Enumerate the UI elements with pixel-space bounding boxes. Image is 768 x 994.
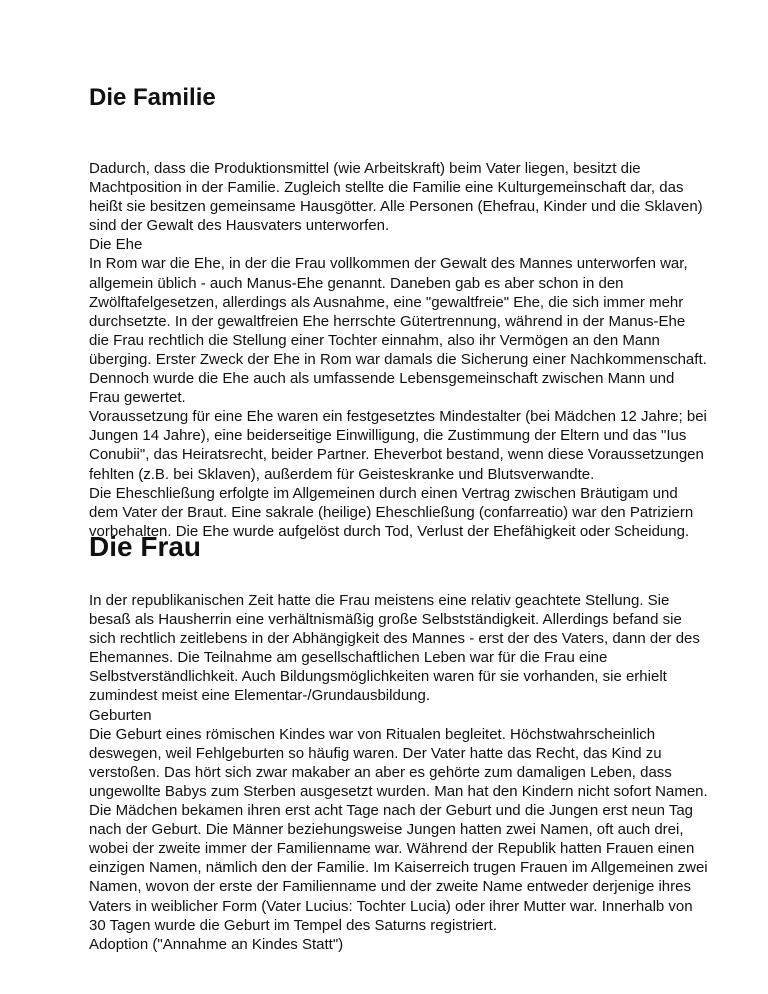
paragraph: Die Geburt eines römischen Kindes war von Ritualen begleitet. Höchstwahrscheinlich deswegen, weil Fehlgeburten so häufig waren. Der Vater hatte das Recht, das Kind zu verstoßen. Das hört sich zwar makaber an aber es gehörte zum damaligen Leben, dass ungewollte Babys zum Sterben ausgesetzt wurden. Man hat den Kindern nicht sofort Namen. Die Mädchen bekamen ihren erst acht Tage nach der Geburt und die Jungen erst neun Tag nach der Geburt. Die Männer beziehungsweise Jungen hatten zwei Namen, oft auch drei, wobei der zweite immer der Familienname war. Während der Republik hatten Frauen einen einzigen Namen, nämlich den der Familie. Im Kaiserreich trugen Frauen im Allgemeinen zwei Namen, wovon der erste der Familienname und der zweite Name entweder derjenige ihres Vaters in weiblicher Form (Vater Lucius: Tochter Lucia) oder ihrer Mutter war. Innerhalb von 30 Tagen wurde die Geburt im Tempel des Saturns registriert. bbox=[89, 725, 708, 934]
section-body-frau bbox=[89, 591, 709, 954]
paragraph: Dadurch, dass die Produktionsmittel (wie Arbeitskraft) beim Vater liegen, besitzt die Machtposition in der Familie. Zugleich stellte die Familie eine Kulturgemeinschaft dar, das heißt sie besitzen gemeinsame Hausgötter. Alle Personen (Ehefrau, Kinder und die Sklaven) sind der Gewalt des Hausvaters unterworfen. bbox=[89, 160, 703, 235]
section-heading-frau: Die Frau bbox=[89, 531, 202, 562]
section-heading-familie: Die Familie bbox=[89, 84, 216, 111]
subheading-adoption: Adoption ("Annahme an Kindes Statt") bbox=[89, 935, 344, 953]
paragraph: Die Eheschließung erfolgte im Allgemeinen durch einen Vertrag zwischen Bräutigam und dem Vater der Braut. Eine sakrale (heilige) Eheschließung (confarreatio) war den Patriziern vorbehalten. Die Ehe wurde aufgelöst durch Tod, Verlust der Ehefähigkeit oder Scheidung. bbox=[89, 484, 694, 540]
subheading-geburten: Geburten bbox=[89, 706, 152, 724]
subheading-die-ehe: Die Ehe bbox=[89, 236, 143, 254]
paragraph: Voraussetzung für eine Ehe waren ein festgesetztes Mindestalter (bei Mädchen 12 Jahre; bei Jungen 14 Jahre), eine beiderseitige Einwilligung, die Zustimmung der Eltern und das "Ius Conubii", das Heiratsrecht, beider Partner. Eheverbot bestand, wenn diese Voraussetzungen fehlten (z.B. bei Sklaven), außerdem für Geisteskranke und Blutsverwandte. bbox=[89, 408, 707, 483]
section-body-familie bbox=[89, 159, 709, 541]
paragraph: In der republikanischen Zeit hatte die Frau meistens eine relativ geachtete Stellung. Sie besaß als Hausherrin eine verhältnismäßig große Selbstständigkeit. Allerdings befand sie sich rechtlich zeitlebens in der Abhängigkeit des Mannes - erst der des Vaters, dann der des Ehemannes. Die Teilnahme am gesellschaftlichen Leben war für die Frau eine Selbstverständlichkeit. Auch Bildungsmöglichkeiten waren für sie vorhanden, sie erhielt zumindest meist eine Elementar-/Grundausbildung. bbox=[89, 592, 700, 705]
paragraph: In Rom war die Ehe, in der die Frau vollkommen der Gewalt des Mannes unterworfen war, allgemein üblich - auch Manus-Ehe genannt. Daneben gab es aber schon in den Zwölftafelgesetzen, allerdings als Ausnahme, eine "gewaltfreie" Ehe, die sich immer mehr durchsetzte. In der gewaltfreien Ehe herrschte Gütertrennung, während in der Manus-Ehe die Frau rechtlich die Stellung einer Tochter einnahm, also ihr Vermögen an den Mann überging. Erster Zweck der Ehe in Rom war damals die Sicherung einer Nachkommenschaft. Dennoch wurde die Ehe auch als umfassende Lebensgemeinschaft zwischen Mann und Frau gewertet. bbox=[89, 255, 707, 407]
